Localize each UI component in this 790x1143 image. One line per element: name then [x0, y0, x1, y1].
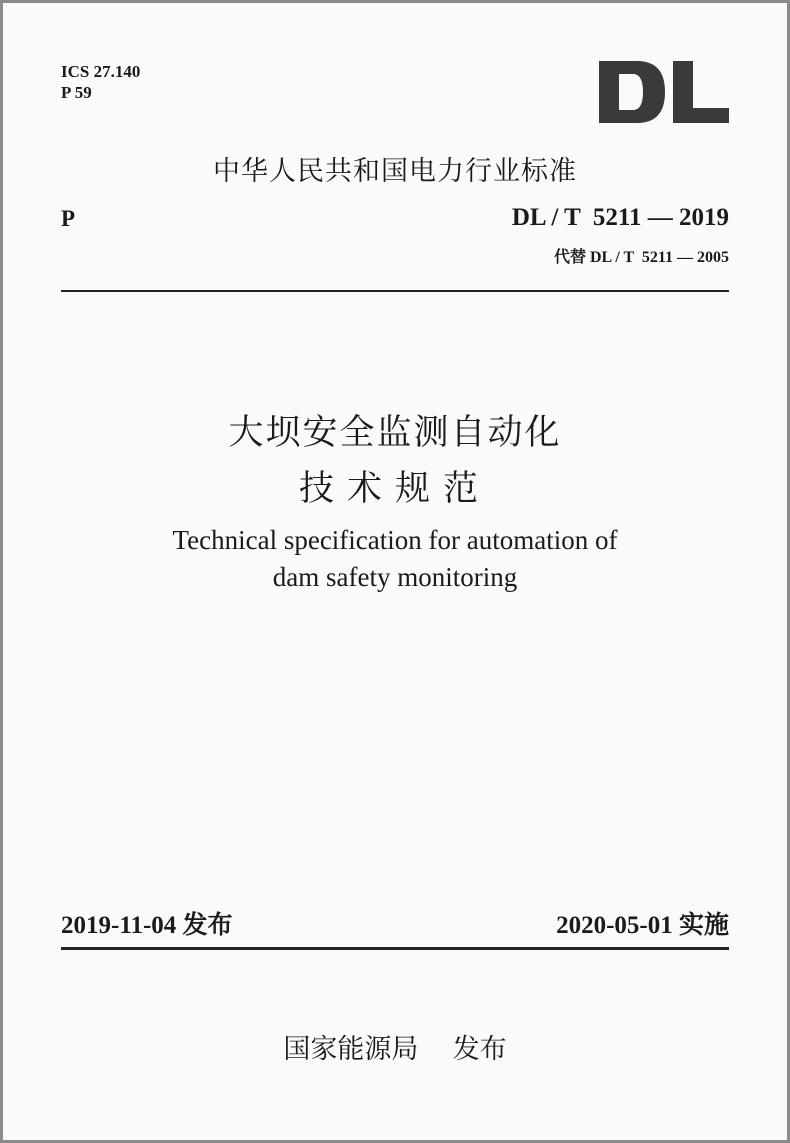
standard-code: DL / T 5211 — 2019 — [511, 204, 729, 231]
dl-logo-letter-d — [599, 61, 665, 123]
dl-logo-letter-l — [673, 61, 729, 123]
top-divider — [61, 290, 729, 292]
publisher: 国家能源局 发布 — [283, 1034, 507, 1065]
replaces-standard: 代替 DL / T 5211 — 2005 — [553, 249, 729, 266]
title-chinese-line1: 大坝安全监测自动化 — [228, 413, 562, 453]
issue-date: 2019-11-04 发布 — [61, 912, 233, 939]
title-english-line2: dam safety monitoring — [272, 562, 518, 592]
organization-title: 中华人民共和国电力行业标准 — [213, 156, 577, 187]
dl-logo — [599, 61, 729, 123]
standard-class-letter: P — [61, 206, 76, 231]
bottom-divider — [61, 947, 729, 950]
implementation-date: 2020-05-01 实施 — [556, 912, 729, 939]
title-chinese-line2: 技术规范 — [298, 469, 491, 509]
classification-codes — [61, 61, 140, 103]
ics-code: ICS 27.140 — [61, 62, 141, 81]
title-english-line1: Technical specification for automation of — [172, 525, 618, 555]
p-code: P 59 — [61, 83, 92, 102]
